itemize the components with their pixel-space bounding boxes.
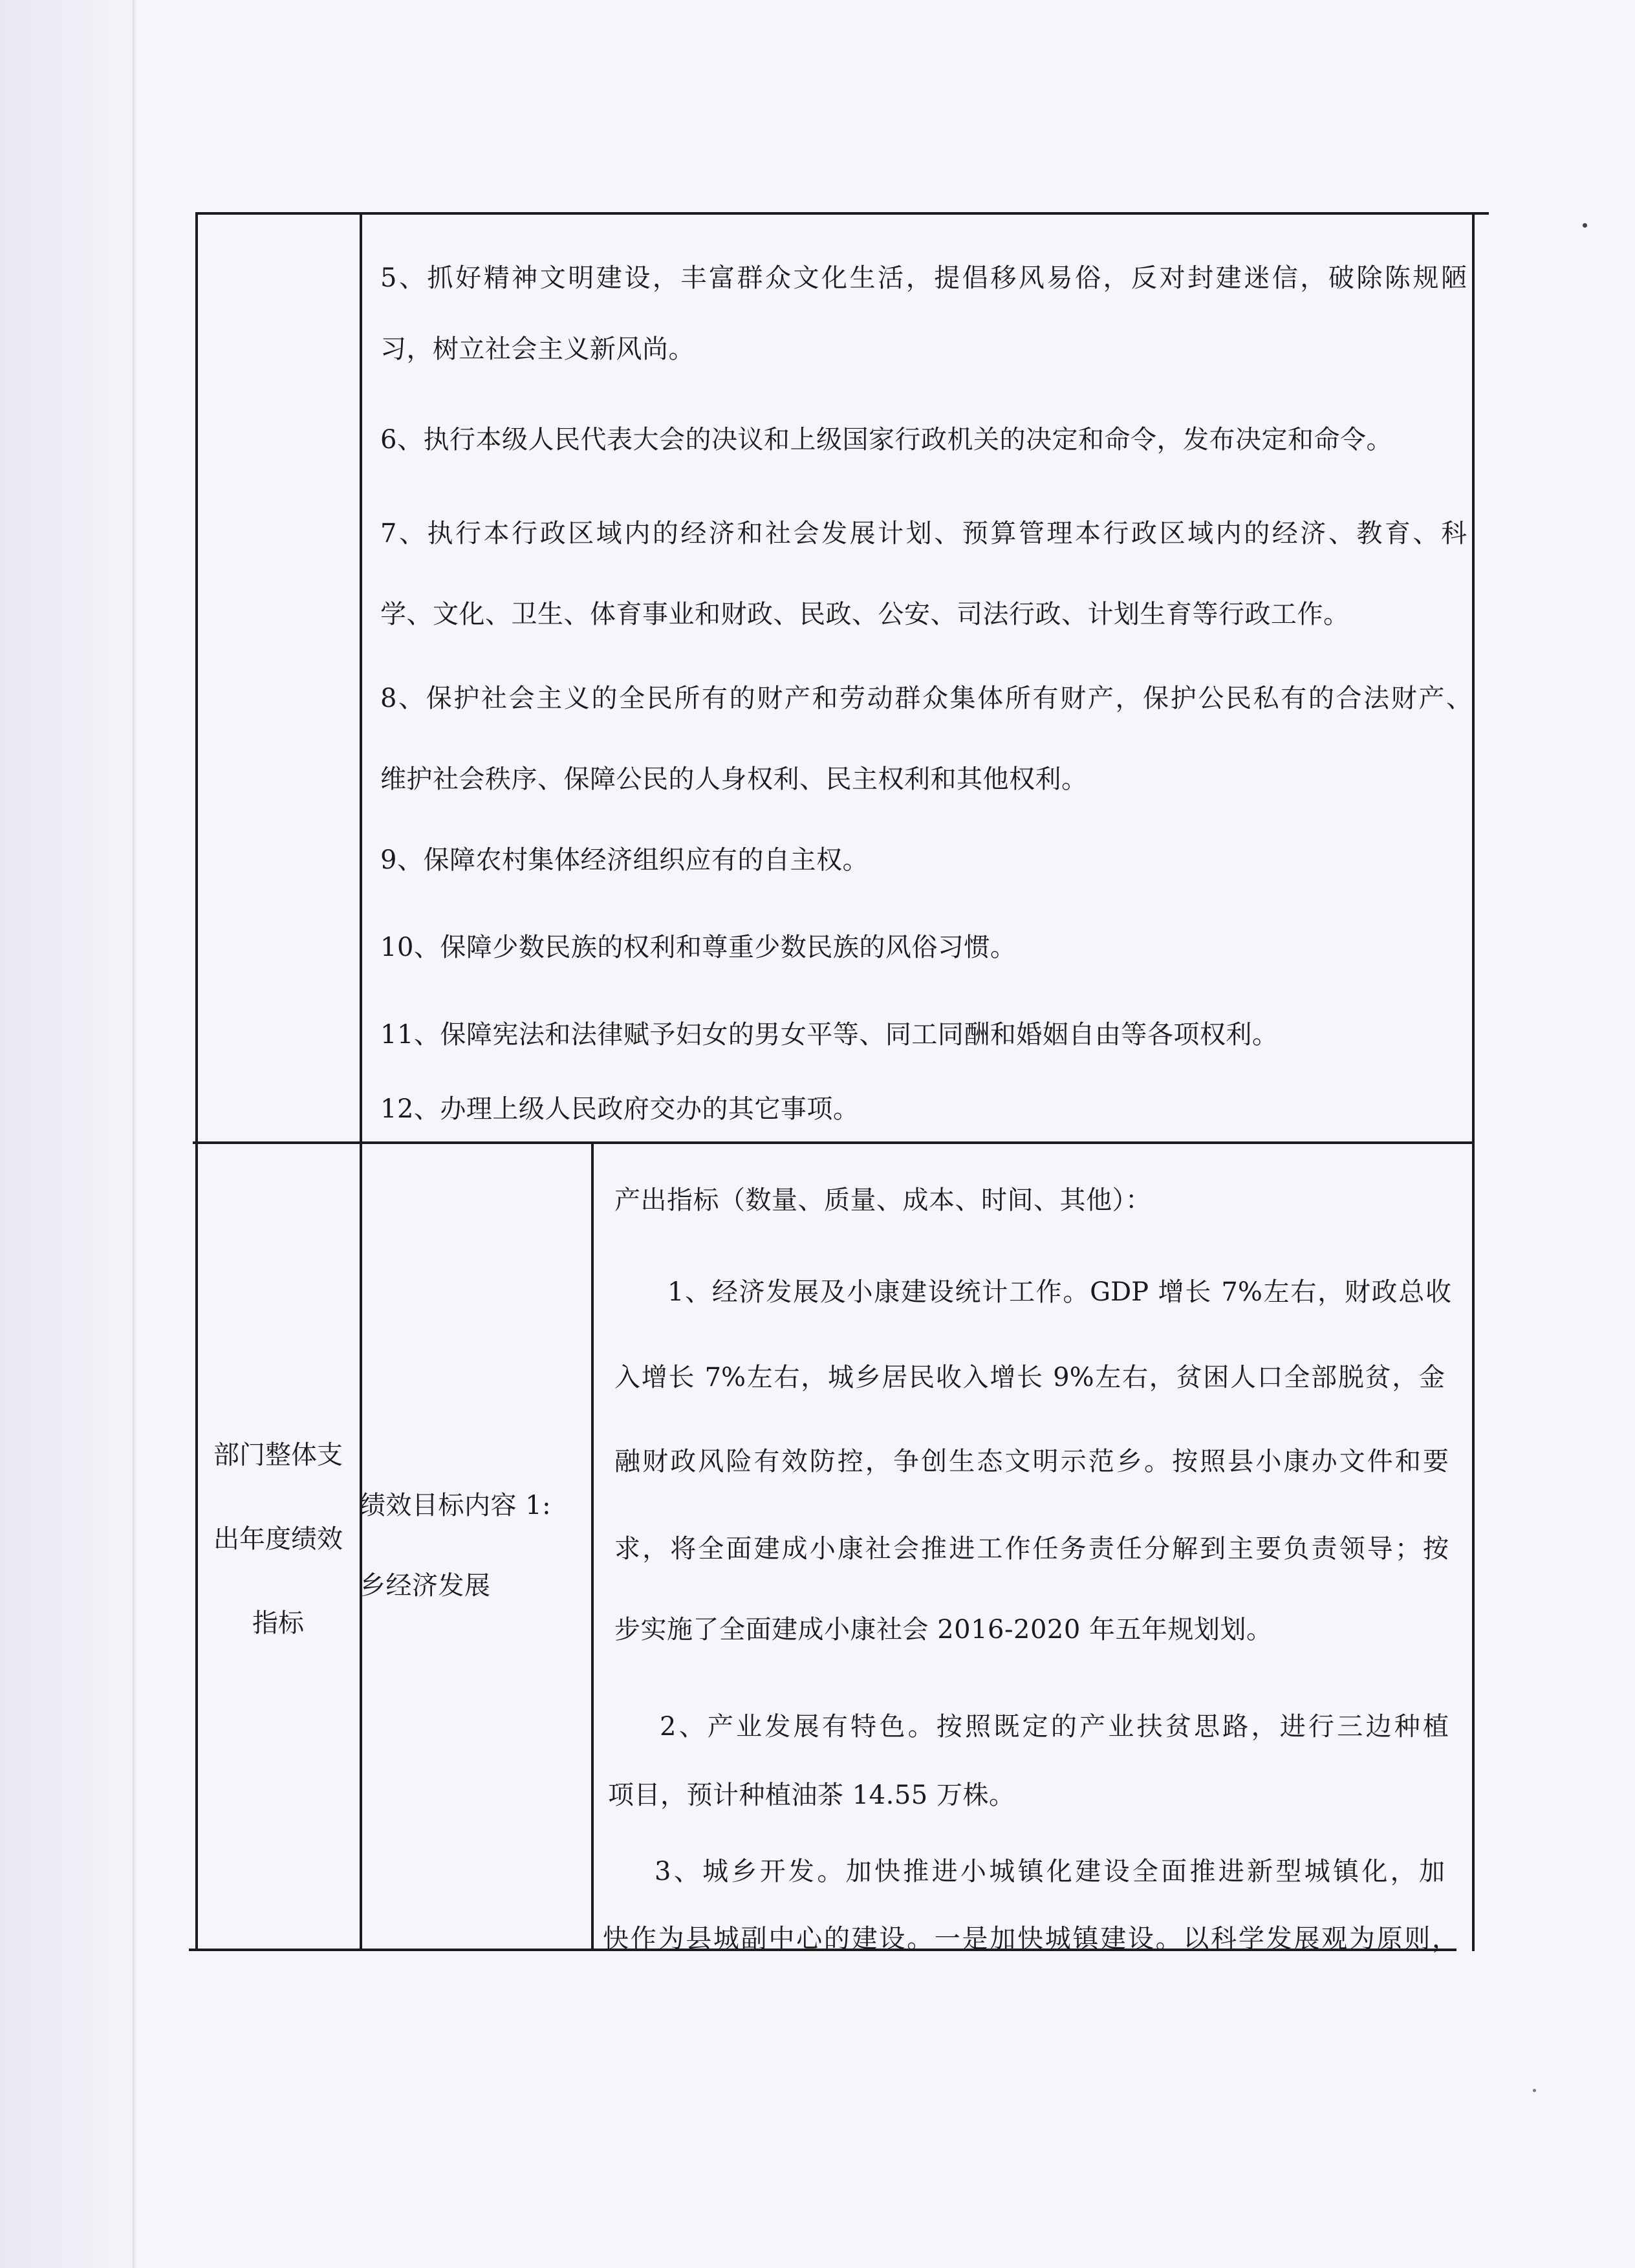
- table-border-top: [197, 212, 1489, 215]
- goal-label-line: 绩效目标内容 1:: [360, 1491, 552, 1520]
- scan-shadow: [0, 0, 139, 2268]
- output-line: 求，将全面建成小康社会推进工作任务责任分解到主要负责领导；按: [614, 1534, 1449, 1564]
- category-label-line: 出年度绩效: [213, 1524, 343, 1554]
- duty-line: 12、办理上级人民政府交办的其它事项。: [380, 1094, 860, 1124]
- duty-line: 维护社会秩序、保障公民的人身权利、民主权利和其他权利。: [380, 764, 1088, 794]
- output-line: 2、产业发展有特色。按照既定的产业扶贫思路，进行三边种植: [660, 1712, 1449, 1742]
- category-label-line: 指标: [252, 1608, 304, 1638]
- duty-line: 10、保障少数民族的权利和尊重少数民族的风俗习惯。: [380, 933, 1017, 962]
- duty-line: 习，树立社会主义新风尚。: [380, 334, 695, 364]
- scan-fold-line: [133, 0, 136, 2268]
- output-line: 融财政风险有效防控，争创生态文明示范乡。按照县小康办文件和要: [614, 1447, 1449, 1476]
- table-border-right: [1472, 212, 1475, 1951]
- output-line: 3、城乡开发。加快推进小城镇化建设全面推进新型城镇化，加: [655, 1857, 1445, 1886]
- output-line: 产出指标（数量、质量、成本、时间、其他）：: [614, 1185, 1152, 1215]
- category-label-line: 部门整体支: [213, 1440, 343, 1470]
- output-line: 入增长 7%左右，城乡居民收入增长 9%左右，贫困人口全部脱贫，金: [614, 1363, 1445, 1392]
- scan-speck: [1533, 2089, 1536, 2092]
- duty-line: 11、保障宪法和法律赋予妇女的男女平等、同工同酬和婚姻自由等各项权利。: [380, 1020, 1279, 1050]
- table-col-divider-2: [591, 1141, 594, 1951]
- table-border-left: [195, 212, 198, 1951]
- scan-speck: [1583, 223, 1587, 228]
- table-col-divider-1: [360, 212, 362, 1951]
- duty-line: 8、保护社会主义的全民所有的财产和劳动群众集体所有财产，保护公民私有的合法财产、: [380, 684, 1472, 713]
- output-line: 1、经济发展及小康建设统计工作。GDP 增长 7%左右，财政总收: [667, 1277, 1451, 1307]
- duty-line: 6、执行本级人民代表大会的决议和上级国家行政机关的决定和命令，发布决定和命令。: [380, 425, 1392, 455]
- duty-line: 学、文化、卫生、体育事业和财政、民政、公安、司法行政、计划生育等行政工作。: [380, 599, 1350, 629]
- output-line: 快作为县城副中心的建设。一是加快城镇建设。以科学发展观为原则，: [603, 1924, 1458, 1954]
- table-row-divider: [193, 1141, 1473, 1144]
- goal-label-line: 乡经济发展: [360, 1571, 491, 1601]
- output-line: 项目，预计种植油茶 14.55 万株。: [608, 1780, 1015, 1810]
- output-line: 步实施了全面建成小康社会 2016-2020 年五年规划划。: [614, 1615, 1273, 1645]
- duty-line: 9、保障农村集体经济组织应有的自主权。: [380, 845, 869, 875]
- duty-line: 7、执行本行政区域内的经济和社会发展计划、预算管理本行政区域内的经济、教育、科: [380, 519, 1467, 548]
- duty-line: 5、抓好精神文明建设，丰富群众文化生活，提倡移风易俗，反对封建迷信，破除陈规陋: [380, 263, 1467, 293]
